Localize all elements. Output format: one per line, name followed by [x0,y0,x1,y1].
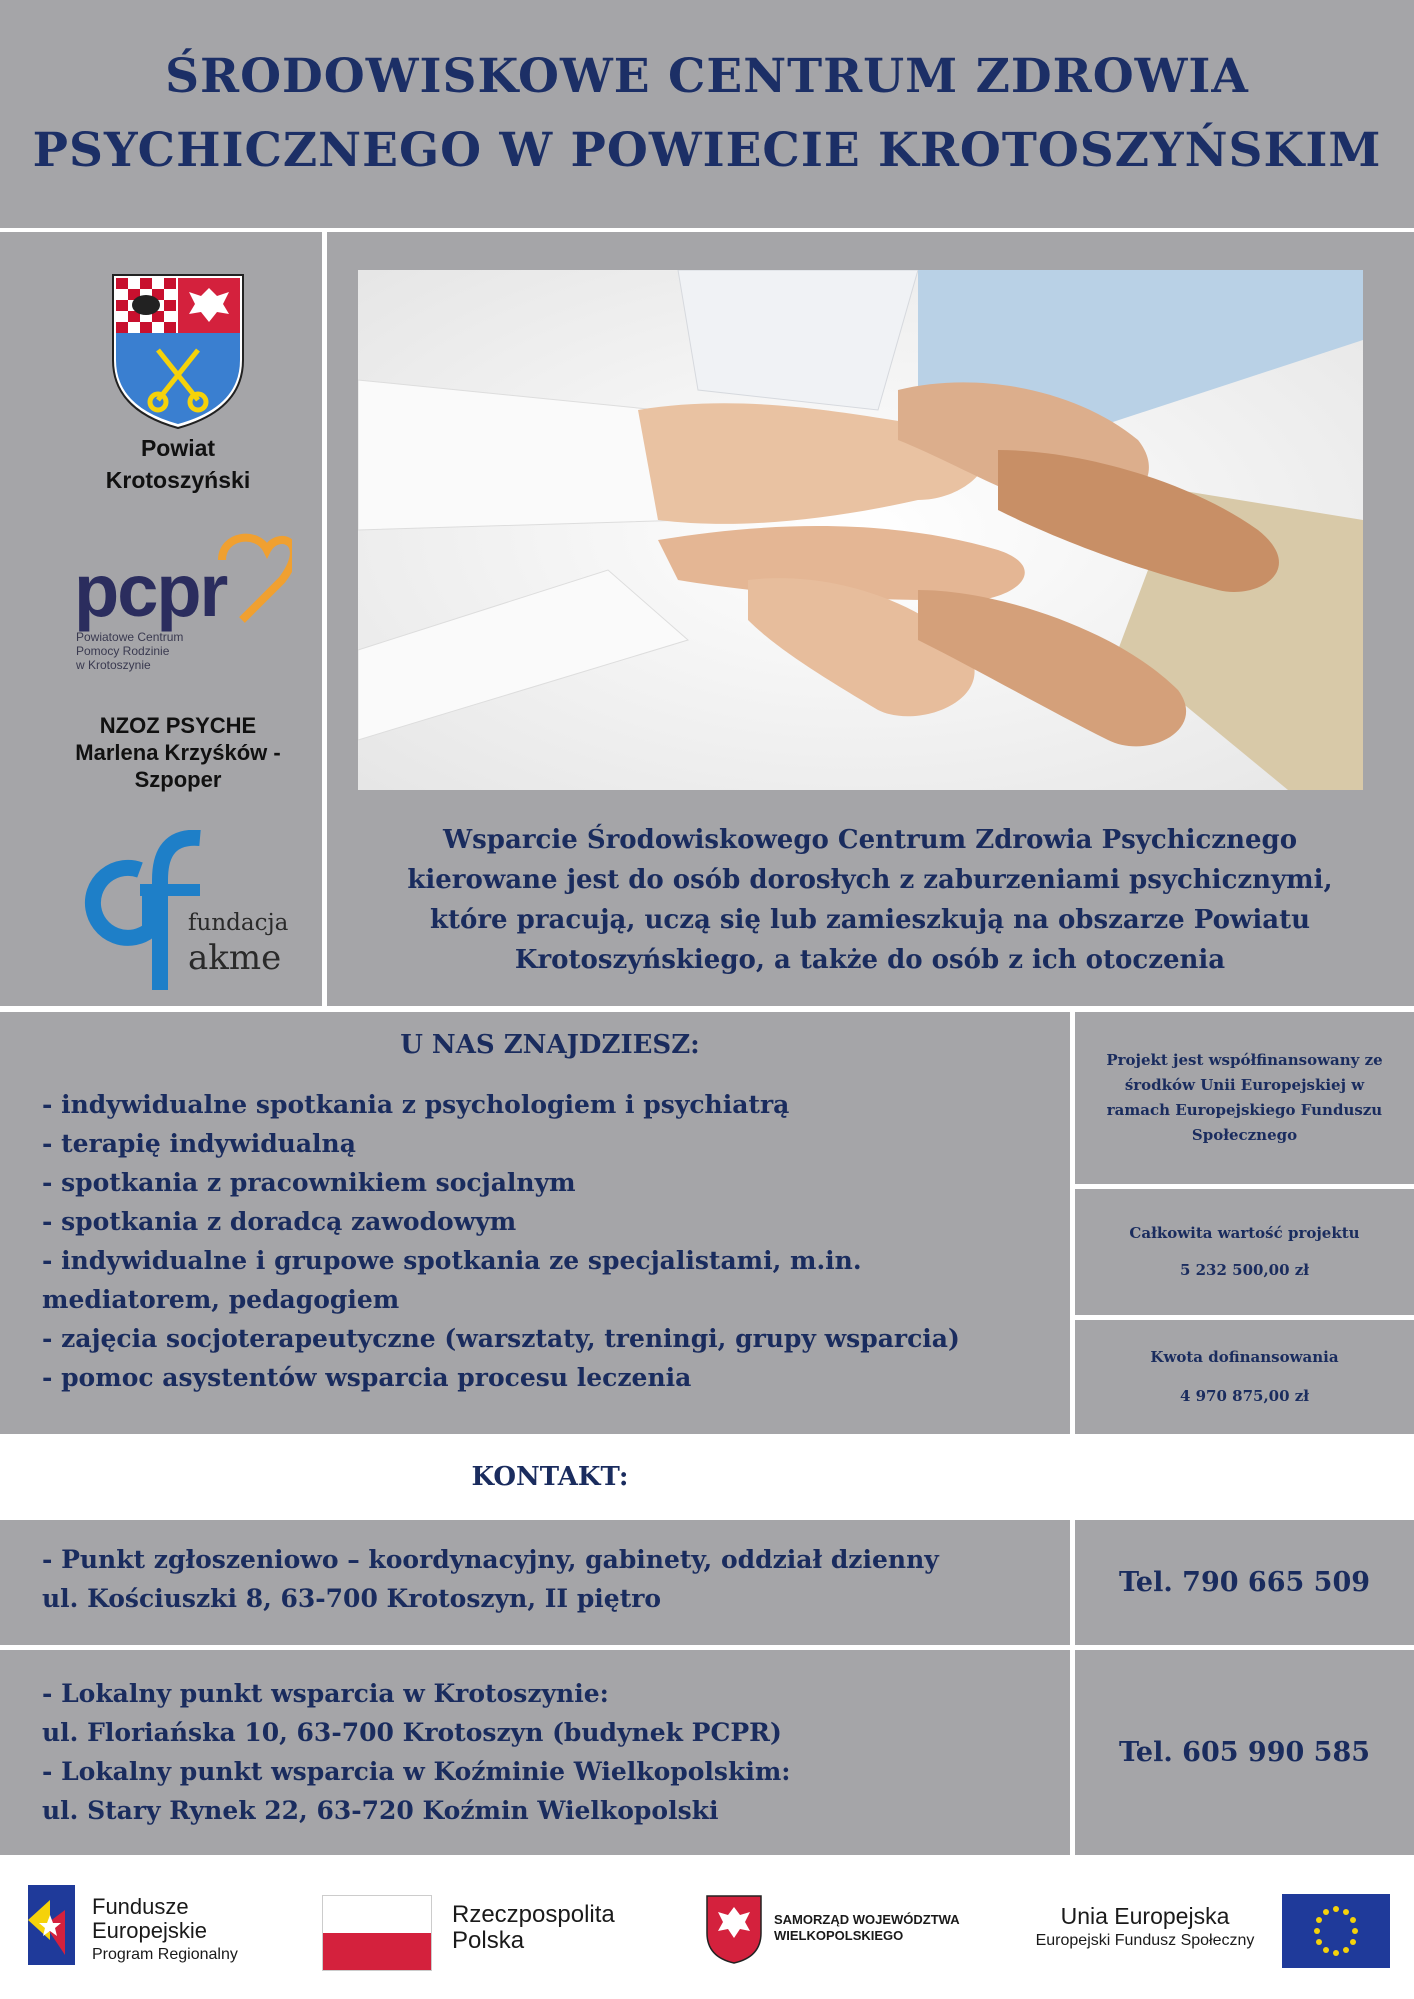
total-value-box [1075,1189,1414,1315]
powiat-crest-icon [108,270,248,430]
phone-local-number: Tel. 605 990 585 [1118,1737,1371,1768]
eu-funding-line3: ramach Europejskiego Funduszu [1106,1101,1383,1119]
hands-together-photo [358,270,1363,790]
nzoz-caption [40,712,316,793]
powiat-caption-line2: Krotoszyński [105,467,251,493]
contact-main-line2: ul. Kościuszki 8, 63-700 Krotoszyn, II piętro [42,1584,662,1613]
intro-line4: Krotoszyńskiego, a także do osób z ich otoczenia [514,945,1226,975]
akme-logo [70,830,310,1000]
pcpr-logo [72,530,292,680]
ue-line2: Europejski Fundusz Społeczny [1035,1932,1255,1949]
contact-heading: KONTAKT: [471,1462,629,1492]
intro-line1: Wsparcie Środowiskowego Centrum Zdrowia Psychicznego [442,825,1298,855]
eu-flag-icon [1282,1894,1390,1968]
list-item: - spotkania z doradcą zawodowym [42,1207,517,1236]
akme-caption-line1: fundacja [188,910,289,936]
eu-funding-line1: Projekt jest współfinansowany ze [1106,1051,1383,1069]
list-item: - pomoc asystentów wsparcia procesu leczenia [42,1363,692,1392]
phone-main-number: Tel. 790 665 509 [1118,1567,1371,1598]
list-item: - spotkania z pracownikiem socjalnym [42,1168,576,1197]
poland-flag-icon [322,1895,432,1971]
intro-line3: które pracują, uczą się lub zamieszkują na obszarze Powiatu [429,905,1310,935]
ue-line1: Unia Europejska [1060,1903,1230,1929]
services-heading: U NAS ZNAJDZIESZ: [400,1030,700,1060]
rzeczpospolita-text [452,1902,615,1954]
page-title-line1: ŚRODOWISKOWE CENTRUM ZDROWIA [165,49,1249,104]
intro-description [340,820,1400,980]
powiat-caption-line1: Powiat [140,435,216,461]
contact-local-line2: ul. Floriańska 10, 63-700 Krotoszyn (budynek PCPR) [42,1718,782,1747]
samorzad-text [774,1912,960,1944]
total-value-amount: 5 232 500,00 zł [1179,1261,1310,1279]
eu-funding-line4: Społecznego [1191,1126,1298,1144]
eu-funding-note [1075,1012,1414,1184]
total-value-label: Całkowita wartość projektu [1129,1224,1360,1242]
list-item: - zajęcia socjoterapeutyczne (warsztaty, treningi, grupy wsparcia) [42,1324,960,1353]
pcpr-caption-line2: Pomocy Rodzinie [76,644,170,658]
rp-line1: Rzeczpospolita [452,1901,615,1928]
contact-main-line1: - Punkt zgłoszeniowo – koordynacyjny, gabinety, oddział dzienny [42,1545,939,1574]
wielkopolska-crest-icon [704,1893,764,1965]
intro-line2: kierowane jest do osób dorosłych z zaburzeniami psychicznymi, [407,865,1333,895]
page-title-line2: PSYCHICZNEGO W POWIECIE KROTOSZYŃSKIM [32,123,1382,178]
phone-local [1075,1650,1414,1855]
pcpr-wordmark: pcpr [74,549,227,632]
sw-line2: WIELKOPOLSKIEGO [774,1928,904,1943]
page-header [0,0,1414,228]
phone-main [1075,1520,1414,1645]
contact-main-point [0,1520,1070,1645]
contact-local-line4: ul. Stary Rynek 22, 63-720 Koźmin Wielkopolski [42,1796,719,1825]
nzoz-caption-line3: Szpoper [134,767,222,792]
cofunding-label: Kwota dofinansowania [1150,1348,1339,1366]
contact-local-line3: - Lokalny punkt wsparcia w Koźminie Wielkopolskim: [42,1757,791,1786]
nzoz-caption-line2: Marlena Krzyśków - [75,740,281,765]
list-item: - terapię indywidualną [42,1129,356,1158]
fe-line1: Fundusze [92,1894,189,1919]
fundusze-europejskie-text [92,1895,238,1967]
fundusze-europejskie-icon [20,1880,80,1970]
fe-line2: Europejskie [92,1918,207,1943]
list-item: - indywidualne i grupowe spotkania ze specjalistami, m.in. mediatorem, pedagogiem [42,1246,862,1314]
fe-line3: Program Regionalny [92,1946,238,1963]
sw-line1: SAMORZĄD WOJEWÓDZTWA [774,1912,960,1927]
contact-local-points [0,1650,1070,1855]
list-item: - indywidualne spotkania z psychologiem i psychiatrą [42,1090,790,1119]
eu-funding-line2: środków Unii Europejskiej w [1124,1076,1365,1094]
contact-local-line1: - Lokalny punkt wsparcia w Krotoszynie: [42,1679,609,1708]
pcpr-caption-line1: Powiatowe Centrum [76,630,184,644]
akme-caption-line2: akme [188,938,282,978]
nzoz-caption-line1: NZOZ PSYCHE [99,713,257,738]
powiat-caption [60,432,296,496]
rp-line2: Polska [452,1927,525,1954]
cofunding-amount: 4 970 875,00 zł [1179,1387,1310,1405]
services-list [42,1085,1042,1397]
pcpr-caption-line3: w Krotoszynie [76,658,151,672]
unia-europejska-text [1030,1902,1260,1952]
cofunding-box [1075,1320,1414,1434]
